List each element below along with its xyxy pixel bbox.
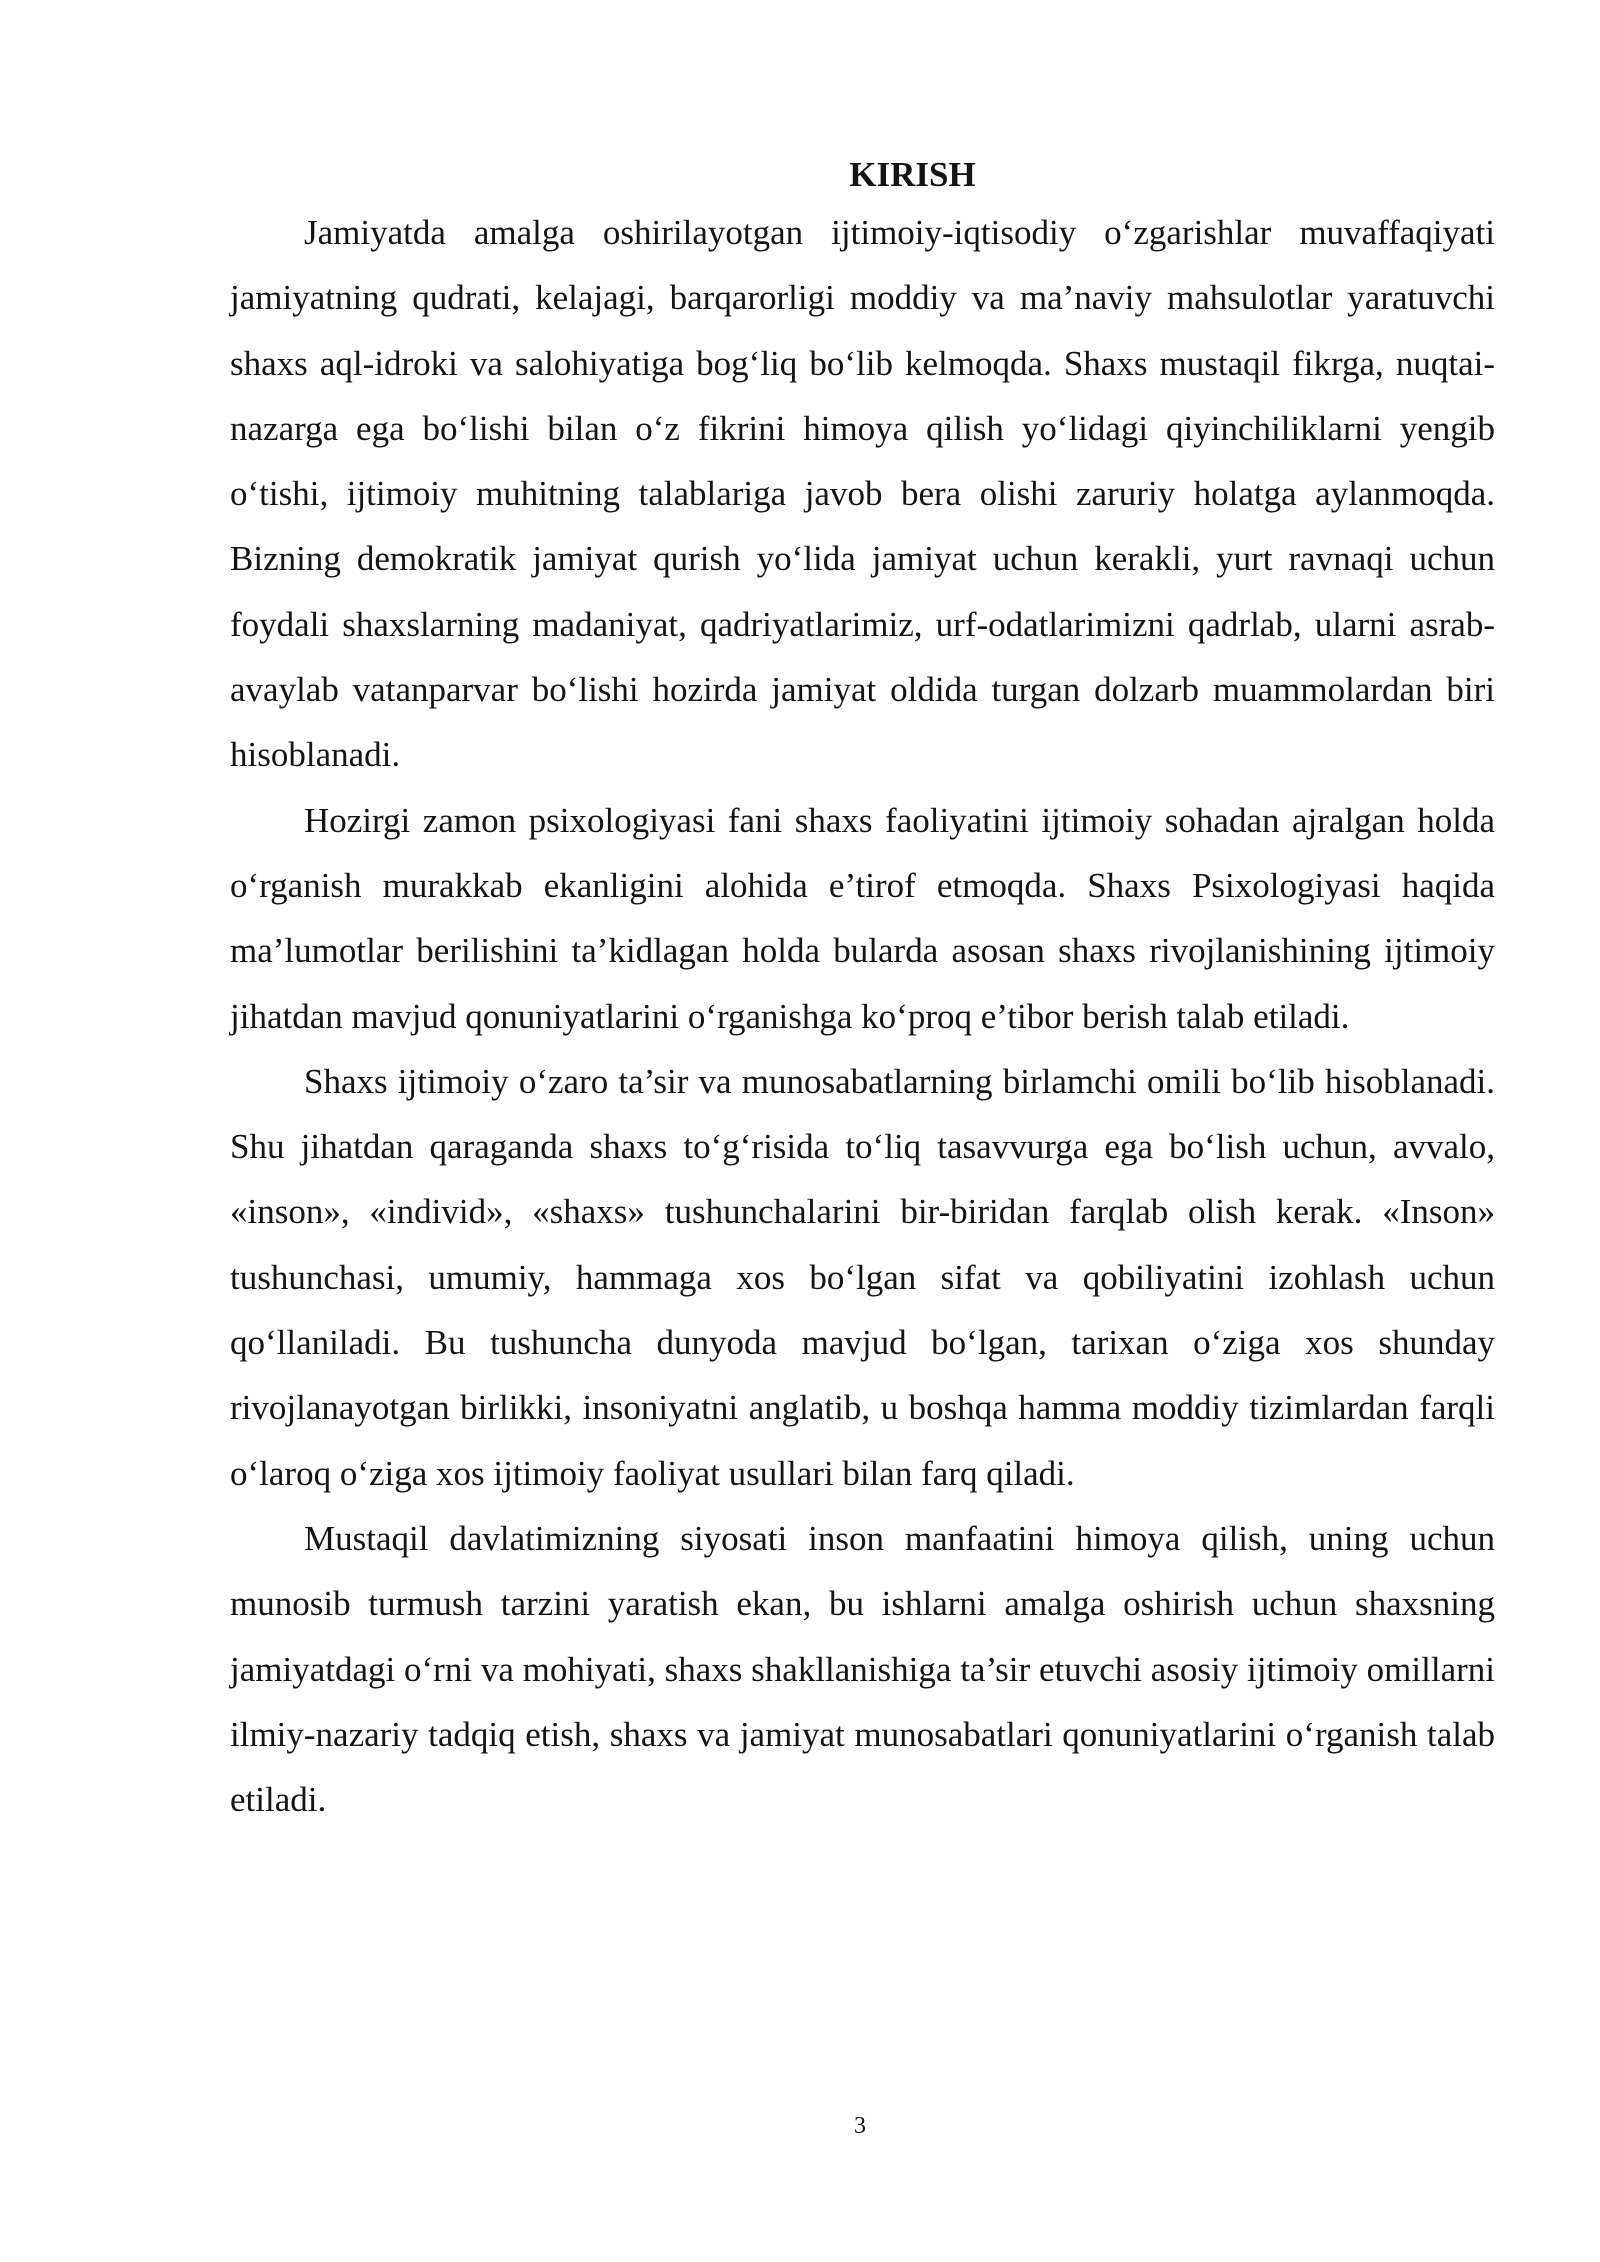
paragraph-2: Hozirgi zamon psixologiyasi fani shaxs faoliyatini ijtimoiy sohadan ajralgan holda o‘rganish murakkab ekanligini alohida e’tirof etmoqda. Shaxs Psixologiyasi haqida ma’lumotlar berilishini ta’kidlagan holda bularda asosan shaxs rivojlanishining ijtimoiy jihatdan mavjud qonuniyatlarini o‘rganishga ko‘proq e’tibor berish talab etiladi. [230, 800, 1495, 1036]
document-body [230, 150, 1495, 1832]
page-heading: KIRISH [849, 155, 976, 194]
page-number: 3 [854, 2113, 866, 2139]
paragraph-4: Mustaqil davlatimizning siyosati inson manfaatini himoya qilish, uning uchun munosib turmush tarzini yaratish ekan, bu ishlarni amalga oshirish uchun shaxsning jamiyatdagi o‘rni va mohiyati, shaxs shakllanishiga ta’sir etuvchi asosiy ijtimoiy omillarni ilmiy-nazariy tadqiq etish, shaxs va jamiyat munosabatlari qonuniyatlarini o‘rganish talab etiladi. [230, 1518, 1495, 1820]
paragraph-1: Jamiyatda amalga oshirilayotgan ijtimoiy-iqtisodiy o‘zgarishlar muvaffaqiyati jamiyatning qudrati, kelajagi, barqarorligi moddiy va ma’naviy mahsulotlar yaratuvchi shaxs aql-idroki va salohiyatiga bog‘liq bo‘lib kelmoqda. Shaxs mustaqil fikrga, nuqtai-nazarga ega bo‘lishi bilan o‘z fikrini himoya qilish yo‘lidagi qiyinchiliklarni yengib o‘tishi, ijtimoiy muhitning talablariga javob bera olishi zaruriy holatga aylanmoqda. Bizning demokratik jamiyat qurish yo‘lida jamiyat uchun kerakli, yurt ravnaqi uchun foydali shaxslarning madaniyat, qadriyatlarimiz, urf-odatlarimizni qadrlab, ularni asrab-avaylab vatanparvar bo‘lishi hozirda jamiyat oldida turgan dolzarb muammolardan biri hisoblanadi. [230, 213, 1495, 775]
paragraph-3: Shaxs ijtimoiy o‘zaro ta’sir va munosabatlarning birlamchi omili bo‘lib hisoblanadi. Shu jihatdan qaraganda shaxs to‘g‘risida to‘liq tasavvurga ega bo‘lish uchun, avvalo, «inson», «individ», «shaxs» tushunchalarini bir-biridan farqlab olish kerak. «Inson» tushunchasi, umumiy, hammaga xos bo‘lgan sifat va qobiliyatini izohlash uchun qo‘llaniladi. Bu tushuncha dunyoda mavjud bo‘lgan, tarixan o‘ziga xos shunday rivojlanayotgan birlikki, insoniyatni anglatib, u boshqa hamma moddiy tizimlardan farqli o‘laroq o‘ziga xos ijtimoiy faoliyat usullari bilan farq qiladi. [230, 1061, 1495, 1493]
